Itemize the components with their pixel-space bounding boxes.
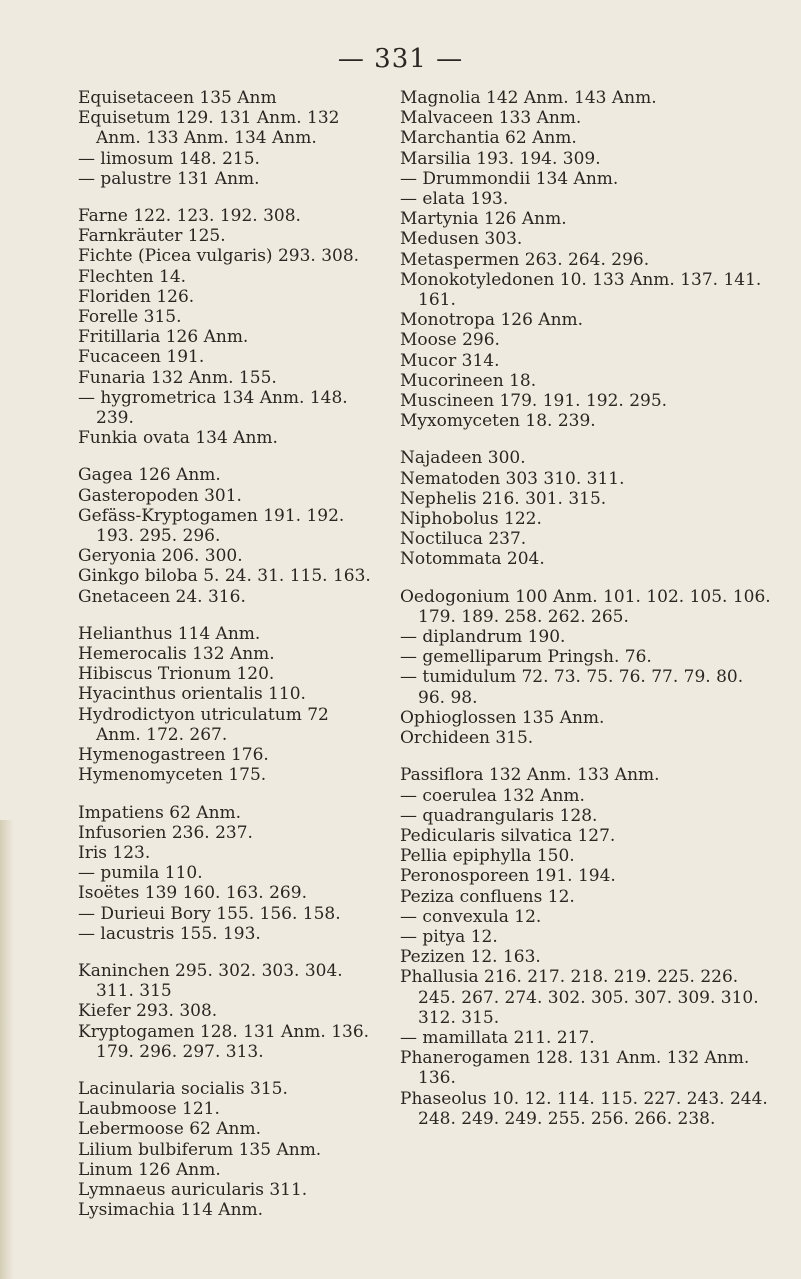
index-entry: Fritillaria 126 Anm.	[78, 327, 249, 348]
index-entry: Passiflora 132 Anm. 133 Anm.	[400, 765, 660, 786]
index-entry: Farnkräuter 125.	[78, 226, 226, 247]
index-entry: Phaseolus 10. 12. 114. 115. 227. 243. 244. 248. 249. 249. 255. 256. 266. 238.	[400, 1088, 768, 1129]
index-entry: — mamillata 211. 217.	[400, 1027, 595, 1048]
index-entry: — Drummondii 134 Anm.	[400, 168, 619, 189]
page-number: — 331 —	[337, 44, 464, 74]
index-entry: Equisetaceen 135 Anm	[78, 88, 277, 108]
index-entry: Isoëtes 139 160. 163. 269.	[78, 883, 307, 904]
index-group	[78, 961, 378, 1062]
index-group	[400, 587, 772, 749]
index-entry: Fichte (Picea vulgaris) 293. 308.	[78, 246, 360, 267]
index-group	[78, 624, 378, 786]
index-entry: Laubmoose 121.	[78, 1099, 220, 1120]
index-entry: Oedogonium 100 Anm. 101. 102. 105. 106. 179. 189. 258. 262. 265.	[400, 586, 771, 627]
index-entry: — diplandrum 190.	[400, 627, 566, 648]
index-entry: Kaninchen 295. 302. 303. 304. 311. 315	[78, 960, 343, 1002]
index-entry: Hyacinthus orientalis 110.	[78, 684, 306, 705]
index-entry: Hemerocalis 132 Anm.	[78, 644, 275, 665]
index-entry: Lacinularia socialis 315.	[78, 1078, 288, 1099]
index-entry: Linum 126 Anm.	[78, 1159, 221, 1180]
index-entry: Phanerogamen 128. 131 Anm. 132 Anm. 136.	[400, 1048, 750, 1089]
index-entry: Ginkgo biloba 5. 24. 31. 115. 163.	[78, 566, 371, 587]
index-group	[78, 88, 378, 189]
index-entry: — palustre 131 Anm.	[78, 168, 260, 189]
index-entry: Equisetum 129. 131 Anm. 132 Anm. 133 Anm. 134 Anm.	[78, 108, 340, 149]
index-group	[400, 448, 772, 569]
index-entry: Najadeen 300.	[400, 448, 526, 469]
index-group	[400, 765, 772, 1129]
index-entry: Phallusia 216. 217. 218. 219. 225. 226. 245. 267. 274. 302. 305. 307. 309. 310. 312. 315.	[400, 967, 759, 1028]
index-entry: Nephelis 216. 301. 315.	[400, 488, 607, 509]
index-entry: Malvaceen 133 Anm.	[400, 108, 582, 129]
index-entry: Martynia 126 Anm.	[400, 209, 567, 230]
index-entry: — quadrangularis 128.	[400, 805, 598, 826]
index-entry: Moose 296.	[400, 330, 500, 351]
index-entry: — coerulea 132 Anm.	[400, 785, 585, 806]
index-entry: Notommata 204.	[400, 549, 545, 570]
index-entry: Farne 122. 123. 192. 308.	[78, 206, 301, 227]
index-entry: Muscineen 179. 191. 192. 295.	[400, 391, 668, 412]
right-index-column	[400, 88, 772, 1146]
index-entry: Noctiluca 237.	[400, 529, 527, 550]
left-index-column	[78, 88, 378, 1237]
index-entry: — elata 193.	[400, 189, 509, 210]
index-entry: Mucorineen 18.	[400, 370, 537, 391]
index-entry: Lymnaeus auricularis 311.	[78, 1179, 308, 1200]
index-entry: — tumidulum 72. 73. 75. 76. 77. 79. 80. 96. 98.	[400, 667, 744, 708]
index-group	[400, 88, 772, 431]
index-entry: Pellia epiphylla 150.	[400, 846, 575, 867]
index-entry: Niphobolus 122.	[400, 509, 542, 530]
index-entry: Monokotyledonen 10. 133 Anm. 137. 141. 161.	[400, 269, 762, 311]
index-entry: — gemelliparum Pringsh. 76.	[400, 647, 652, 668]
index-entry: Orchideen 315.	[400, 728, 534, 749]
index-entry: Kiefer 293. 308.	[78, 1001, 218, 1022]
index-entry: Flechten 14.	[78, 266, 187, 287]
index-entry: Funaria 132 Anm. 155.	[78, 367, 277, 388]
index-entry: Kryptogamen 128. 131 Anm. 136. 179. 296. 297. 313.	[78, 1021, 370, 1062]
index-entry: Peziza confluens 12.	[400, 886, 575, 907]
index-entry: — Durieui Bory 155. 156. 158.	[78, 903, 341, 924]
index-entry: Marchantia 62 Anm.	[400, 128, 577, 149]
index-entry: Funkia ovata 134 Anm.	[78, 428, 278, 449]
index-entry: Iris 123.	[78, 842, 151, 863]
index-entry: Pezizen 12. 163.	[400, 947, 541, 968]
index-entry: — pumila 110.	[78, 863, 203, 884]
index-entry: Marsilia 193. 194. 309.	[400, 148, 601, 169]
index-entry: — hygrometrica 134 Anm. 148. 239.	[78, 387, 348, 429]
index-entry: Lebermoose 62 Anm.	[78, 1119, 261, 1140]
index-entry: Metaspermen 263. 264. 296.	[400, 249, 650, 270]
index-entry: — lacustris 155. 193.	[78, 923, 261, 944]
index-entry: Gasteropoden 301.	[78, 485, 242, 506]
index-entry: Geryonia 206. 300.	[78, 546, 243, 567]
index-entry: Hydrodictyon utriculatum 72 Anm. 172. 267.	[78, 704, 329, 745]
index-entry: Hymenogastreen 176.	[78, 745, 269, 766]
index-group	[78, 206, 378, 448]
index-group	[78, 1079, 378, 1220]
index-entry: Gnetaceen 24. 316.	[78, 586, 246, 607]
index-entry: Nematoden 303 310. 311.	[400, 468, 625, 489]
index-group	[78, 803, 378, 944]
index-entry: Magnolia 142 Anm. 143 Anm.	[400, 88, 657, 108]
index-entry: Infusorien 236. 237.	[78, 822, 253, 843]
index-entry: Impatiens 62 Anm.	[78, 802, 242, 823]
page-edge-shadow	[0, 820, 14, 1279]
index-entry: Gefäss-Kryptogamen 191. 192. 193. 295. 296.	[78, 505, 345, 547]
index-entry: Lysimachia 114 Anm.	[78, 1200, 264, 1221]
index-entry: Ophioglossen 135 Anm.	[400, 707, 605, 728]
index-entry: Hibiscus Trionum 120.	[78, 664, 275, 685]
index-entry: Fucaceen 191.	[78, 347, 205, 368]
index-entry: Pedicularis silvatica 127.	[400, 825, 616, 846]
index-group	[78, 465, 378, 606]
index-entry: Myxomyceten 18. 239.	[400, 411, 596, 432]
index-entry: — limosum 148. 215.	[78, 148, 260, 169]
index-entry: — pitya 12.	[400, 926, 498, 947]
index-entry: — convexula 12.	[400, 906, 542, 927]
index-entry: Hymenomyceten 175.	[78, 765, 267, 786]
index-entry: Peronosporeen 191. 194.	[400, 866, 616, 887]
index-entry: Medusen 303.	[400, 229, 523, 250]
index-entry: Forelle 315.	[78, 307, 182, 328]
index-entry: Monotropa 126 Anm.	[400, 310, 584, 331]
index-entry: Lilium bulbiferum 135 Anm.	[78, 1139, 322, 1160]
index-entry: Gagea 126 Anm.	[78, 465, 221, 486]
index-entry: Floriden 126.	[78, 286, 195, 307]
index-entry: Helianthus 114 Anm.	[78, 623, 261, 644]
index-entry: Mucor 314.	[400, 350, 500, 371]
